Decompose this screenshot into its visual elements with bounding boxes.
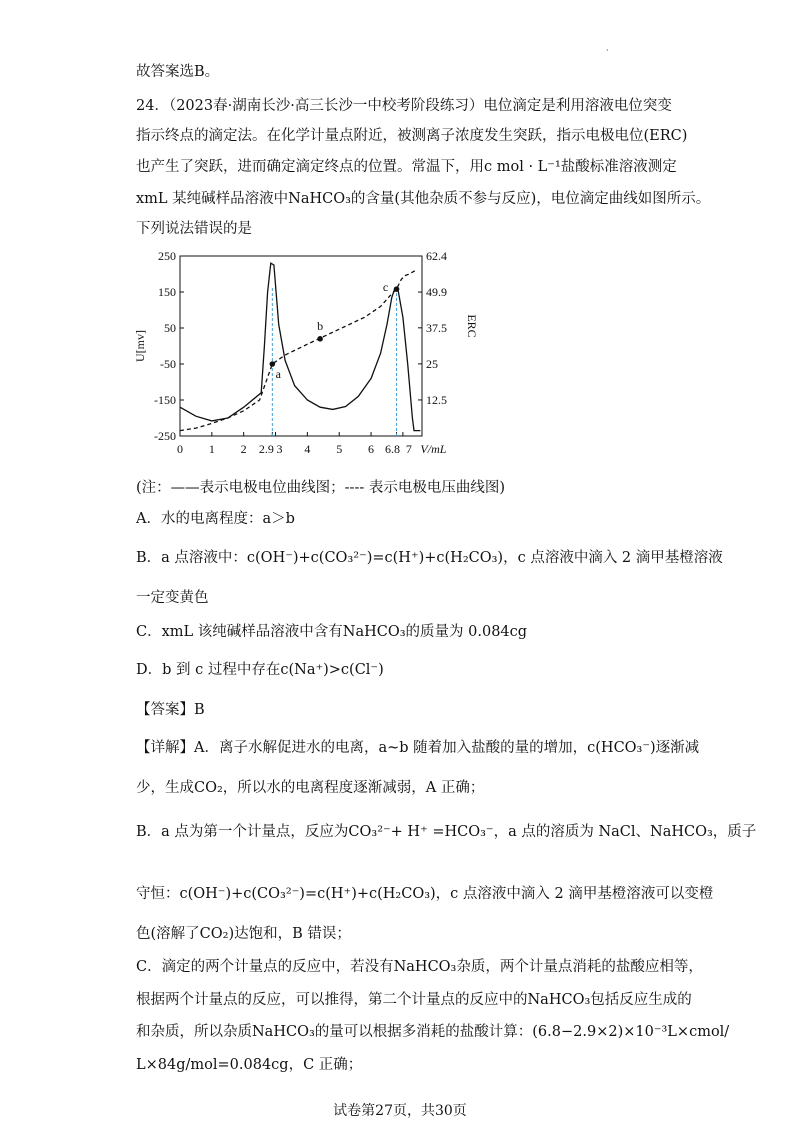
- question-stem-line: xmL 某纯碱样品溶液中NaHCO₃的含量(其他杂质不参与反应)，电位滴定曲线如图所示。: [136, 191, 711, 207]
- voltage-curve-dashed: [180, 270, 416, 430]
- y-left-tick-label: 250: [158, 249, 176, 263]
- question-stem-line: 指示终点的滴定法。在化学计量点附近，被测离子浓度发生突跃，指示电极电位(ERC): [136, 128, 688, 144]
- point-b: [317, 336, 323, 342]
- explanation-line: 少，生成CO₂，所以水的电离程度逐渐减弱，A 正确；: [136, 780, 485, 796]
- y-left-tick-label: -50: [160, 357, 176, 371]
- option-a: A．水的电离程度：a＞b: [136, 511, 295, 527]
- corner-mark: ·: [606, 46, 609, 55]
- y-right-tick-label: 37.5: [426, 320, 447, 335]
- question-stem-line: 也产生了突跃，进而确定滴定终点的位置。常温下，用c mol · L⁻¹盐酸标准溶液测定: [136, 159, 677, 175]
- answer-line: 【答案】B: [136, 702, 205, 718]
- y-left-tick-label: -150: [154, 393, 176, 407]
- explanation-line: 根据两个计量点的反应，可以推得，第二个计量点的反应中的NaHCO₃包括反应生成的: [136, 992, 692, 1008]
- prev-answer-line: 故答案选B。: [136, 64, 220, 80]
- y-left-tick-label: 150: [158, 285, 176, 299]
- x-tick-label: 3: [276, 442, 283, 456]
- option-b-continued: 一定变黄色: [136, 590, 209, 606]
- page-footer: 试卷第27页，共30页: [333, 1103, 467, 1119]
- x-axis-label: V/mL: [420, 442, 447, 456]
- question-stem-line: 24．（2023春·湖南长沙·高三长沙一中校考阶段练习）电位滴定是利用溶液电位突变: [136, 98, 672, 114]
- x-tick-label: 2.9: [258, 442, 274, 456]
- x-tick-label: 7: [405, 442, 412, 456]
- x-tick-label: 4: [304, 442, 311, 456]
- y-right-tick-label: 49.9: [426, 285, 447, 300]
- y-left-tick-label: 50: [164, 321, 176, 335]
- point-c: [394, 286, 400, 292]
- titration-curve-svg: [130, 248, 479, 473]
- x-tick-label: 2: [240, 442, 247, 456]
- explanation-line: 【详解】A．离子水解促进水的电离，a~b 随着加入盐酸的量的增加，c(HCO₃⁻)逐渐减: [136, 740, 700, 756]
- explanation-line: 守恒：c(OH⁻)+c(CO₃²⁻)=c(H⁺)+c(H₂CO₃)，c 点溶液中滴入 2 滴甲基橙溶液可以变橙: [136, 886, 714, 902]
- option-d: D．b 到 c 过程中存在c(Na⁺)>c(Cl⁻): [136, 662, 384, 678]
- explanation-line: C．滴定的两个计量点的反应中，若没有NaHCO₃杂质，两个计量点消耗的盐酸应相等，: [136, 959, 703, 975]
- y-right-tick-label: 12.5: [426, 392, 447, 407]
- x-tick-label: 1: [208, 442, 215, 456]
- point-label-c: c: [382, 280, 389, 295]
- option-c: C．xmL 该纯碱样品溶液中含有NaHCO₃的质量为 0.084cg: [136, 624, 528, 640]
- y-left-axis-label: U[mv]: [133, 330, 147, 362]
- explanation-line: 色(溶解了CO₂)达饱和，B 错误；: [136, 926, 351, 942]
- x-tick-label: 5: [336, 442, 343, 456]
- explanation-line: 和杂质，所以杂质NaHCO₃的量可以根据多消耗的盐酸计算：(6.8−2.9×2)×10⁻³L×cmol/: [136, 1024, 730, 1040]
- y-right-tick-label: 62.4: [426, 249, 447, 263]
- y-right-axis-label: ERC: [465, 314, 479, 338]
- x-tick-label: 0: [177, 442, 183, 456]
- question-stem-line: 下列说法错误的是: [136, 221, 252, 237]
- option-b: B．a 点溶液中：c(OH⁻)+c(CO₃²⁻)=c(H⁺)+c(H₂CO₃)，c 点溶液中滴入 2 滴甲基橙溶液: [136, 550, 723, 566]
- point-label-b: b: [317, 318, 324, 333]
- point-label-a: a: [275, 367, 282, 381]
- titration-curve-chart: [130, 248, 479, 473]
- y-left-tick-label: -250: [154, 429, 176, 443]
- y-right-tick-label: 25: [426, 356, 438, 371]
- chart-note: (注：——表示电极电位曲线图；---- 表示电极电压曲线图): [136, 480, 506, 496]
- point-a: [270, 361, 276, 367]
- x-tick-label: 6: [368, 442, 375, 456]
- explanation-line: B．a 点为第一个计量点，反应为CO₃²⁻+ H⁺ =HCO₃⁻，a 点的溶质为 NaCl、NaHCO₃，质子: [136, 824, 757, 840]
- explanation-line: L×84g/mol=0.084cg，C 正确；: [136, 1057, 363, 1073]
- x-tick-label: 6.8: [385, 442, 401, 456]
